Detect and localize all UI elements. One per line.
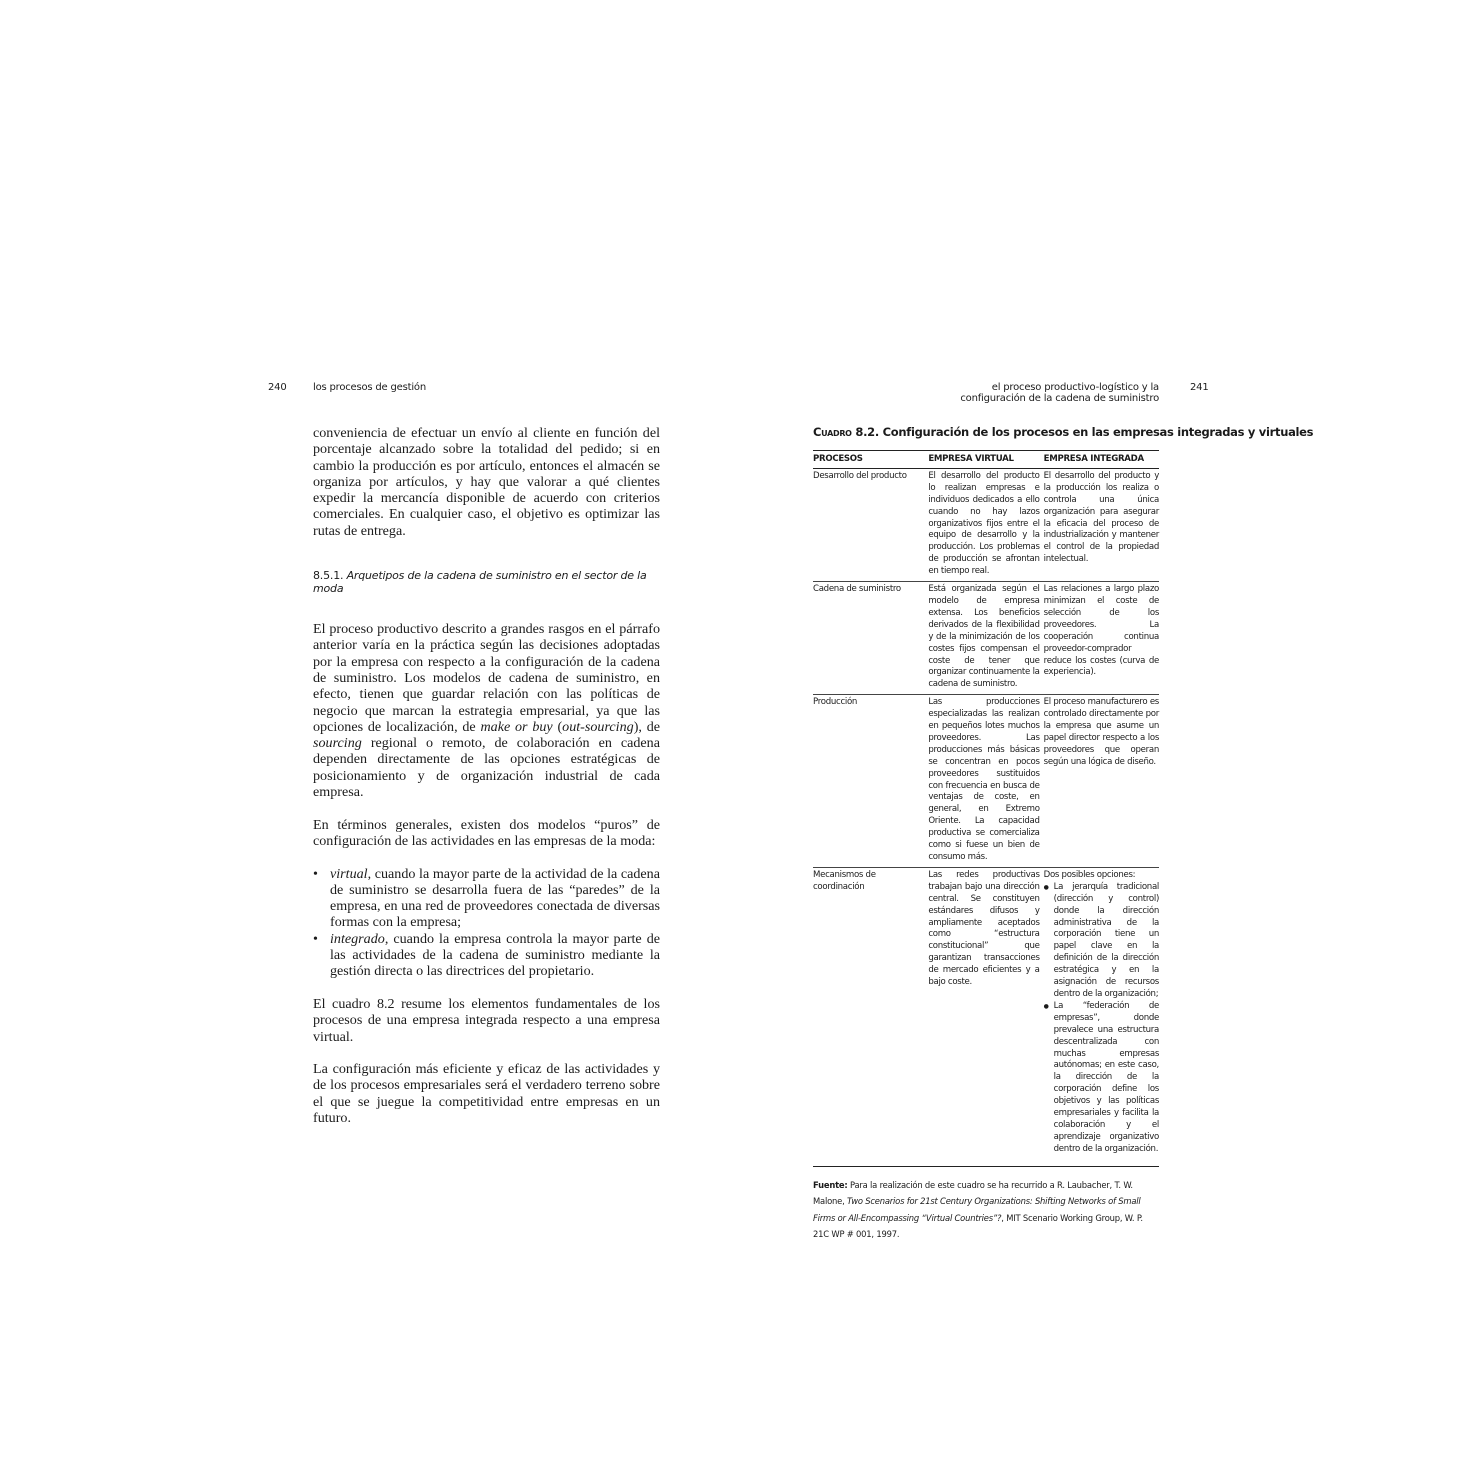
right-page-body <box>813 425 1314 1243</box>
cell-integrada: Las relaciones a largo plazo minimizan el coste de selección de los proveedores. La cooperación continua proveedor-comprador reduce los costes (curva de experiencia). <box>1044 582 1159 695</box>
table-row <box>813 867 1159 1166</box>
subsection-number: 8.5.1. <box>313 569 344 583</box>
caption-text: Configuración de los procesos en las empresas integradas y virtuales <box>882 425 1314 439</box>
table-row <box>813 695 1159 868</box>
term-out-sourcing: out-sourcing <box>562 718 634 735</box>
model-list <box>313 866 660 980</box>
list-item: ● La “federación de empresas”, donde prevalece una estructura descentralizada con muchas empresas autónomas; en este caso, la dirección de la corporación define los objetivos y las políticas empresariales y facilita la colaboración y el aprendizaje organizativo dentro de la organización. <box>1044 1001 1159 1156</box>
cell-proceso: Desarrollo del producto <box>813 468 928 581</box>
table-row <box>813 582 1159 695</box>
paragraph-conclusion: La configuración más eficiente y eficaz de las actividades y de los procesos empresariales será el verdadero terreno sobre el que se juegue la competitividad entre empresas en un futuro. <box>313 1061 660 1126</box>
subsection-title: Arquetipos de la cadena de suministro en el sector de la moda <box>313 569 647 596</box>
subsection-heading <box>313 569 660 595</box>
cell-virtual: Las redes productivas trabajan bajo una dirección central. Se constituyen estándares difusos y ampliamente aceptados como “estructura constitucional” que garantizan transacciones de mercado eficientes y a bajo coste. <box>928 867 1043 1166</box>
cell-virtual: El desarrollo del producto lo realizan empresas e individuos dedicados a ello cuando no hay lazos organizativos fijos entre el equipo de desarrollo y la producción. Los problemas de producción se afrontan en tiempo real. <box>928 468 1043 581</box>
cell-integrada: El desarrollo del producto y la producción los realiza o controla una única organización para asegurar la eficacia del proceso de industrialización y mantener el control de la propiedad intelectual. <box>1044 468 1159 581</box>
options-list <box>1044 882 1159 1156</box>
table-source-note <box>813 1177 1159 1243</box>
column-header-integrada: EMPRESA INTEGRADA <box>1044 451 1159 469</box>
running-head-left: los procesos de gestión <box>313 382 426 393</box>
process-table <box>813 450 1159 1167</box>
source-text: Para la realización de este cuadro se ha recurrido a R. Laubacher, T. W. Malone, <box>813 1179 1133 1207</box>
source-text: , MIT Scenario Working Group, W. P. 21C WP # 001, 1997. <box>813 1212 1143 1240</box>
paragraph-general-terms: En términos generales, existen dos modelos “puros” de configuración de las actividades en las empresas de la moda: <box>313 816 660 849</box>
paragraph-table-reference: El cuadro 8.2 resume los elementos fundamentales de los procesos de una empresa integrada respecto a una empresa virtual. <box>313 995 660 1045</box>
cell-integrada <box>1044 867 1159 1166</box>
options-intro: Dos posibles opciones: <box>1043 869 1136 880</box>
column-header-procesos: PROCESOS <box>813 451 928 469</box>
paragraph-continuation: conveniencia de efectuar un envío al cliente en función del porcentaje alcanzado sobre la totalidad del pedido; si en cambio la producción es por artículo, entonces el almacén se organiza por artículos, y hay que valorar a qué clientes expedir la mercancía disponible de acuerdo con criterios comerciales. En cualquier caso, el objetivo es optimizar las rutas de entrega. <box>313 425 660 539</box>
source-title: Two Scenarios for 21st Century Organizations: Shifting Networks of Small Firms or All-Encompassing “Virtual Countries”? <box>813 1196 1141 1223</box>
list-item-text: , cuando la empresa controla la mayor parte de las actividades de la cadena de suministro mediante la gestión directa o las directrices del propietario. <box>330 930 660 980</box>
cell-proceso: Cadena de suministro <box>813 582 928 695</box>
cell-proceso: Mecanismos de coordinación <box>813 867 928 1166</box>
source-label: Fuente: <box>813 1179 848 1190</box>
list-item: ● La jerarquía tradicional (dirección y control) donde la dirección administrativa de la corporación tiene un papel clave en la definición de la dirección estratégica y en la asignación de recursos dentro de la organización; <box>1044 882 1159 1001</box>
cell-virtual: Está organizada según el modelo de empresa extensa. Los beneficios derivados de la flexibilidad y de la minimización de los costes fijos compensan el coste de tener que organizar continuamente la cadena de suministro. <box>928 582 1043 695</box>
list-item-term: integrado <box>330 930 385 947</box>
paragraph-supply-chain-models <box>313 621 660 800</box>
cell-proceso: Producción <box>813 695 928 868</box>
list-item-text: , cuando la mayor parte de la actividad de la cadena de suministro se desarrolla fuera de las “paredes” de la empresa, en una red de proveedores conectada de diversas formas con la empresa; <box>330 865 660 931</box>
paragraph-text: regional o remoto, de colaboración en cadena dependen directamente de las opciones estratégicas de posicionamiento y de organización industrial de cada empresa. <box>313 735 660 801</box>
paragraph-text: ( <box>552 718 563 735</box>
table-row <box>813 468 1159 581</box>
list-item <box>313 866 660 931</box>
cell-virtual: Las producciones especializadas las realizan en pequeños lotes muchos proveedores. Las producciones más básicas se concentran en pocos proveedores sustituidos con frecuencia en busca de ventajas de coste, en general, en Extremo Oriente. La capacidad productiva se comercializa como si fuese un bien de consumo más. <box>928 695 1043 868</box>
column-header-virtual: EMPRESA VIRTUAL <box>928 451 1043 469</box>
page-number-left: 240 <box>268 382 287 393</box>
running-head-right: el proceso productivo-logístico y la configuración de la cadena de suministro <box>960 382 1159 404</box>
term-make-or-buy: make or buy <box>480 718 553 735</box>
paragraph-text: ), de <box>633 718 660 735</box>
table-caption <box>813 425 1314 439</box>
left-page-body <box>313 425 660 1143</box>
paragraph-text: El proceso productivo descrito a grandes rasgos en el párrafo anterior varía en la práctica según las decisiones adoptadas por la empresa con respecto a la configuración de la cadena de suministro. Los modelos de cadena de suministro, en efecto, tienen que guardar relación con las políticas de negocio que marcan la estrategia empresarial, ya que las opciones de localización, de <box>313 621 660 735</box>
list-item <box>313 931 660 980</box>
page-number-right: 241 <box>1190 382 1209 393</box>
term-sourcing: sourcing <box>313 735 362 752</box>
list-item-term: virtual <box>330 865 368 882</box>
table-header-row <box>813 451 1159 469</box>
cell-integrada: El proceso manufacturero es controlado directamente por la empresa que asume un papel director respecto a los proveedores que operan según una lógica de diseño. <box>1044 695 1159 868</box>
caption-label: Cuadro 8.2. <box>813 425 879 439</box>
